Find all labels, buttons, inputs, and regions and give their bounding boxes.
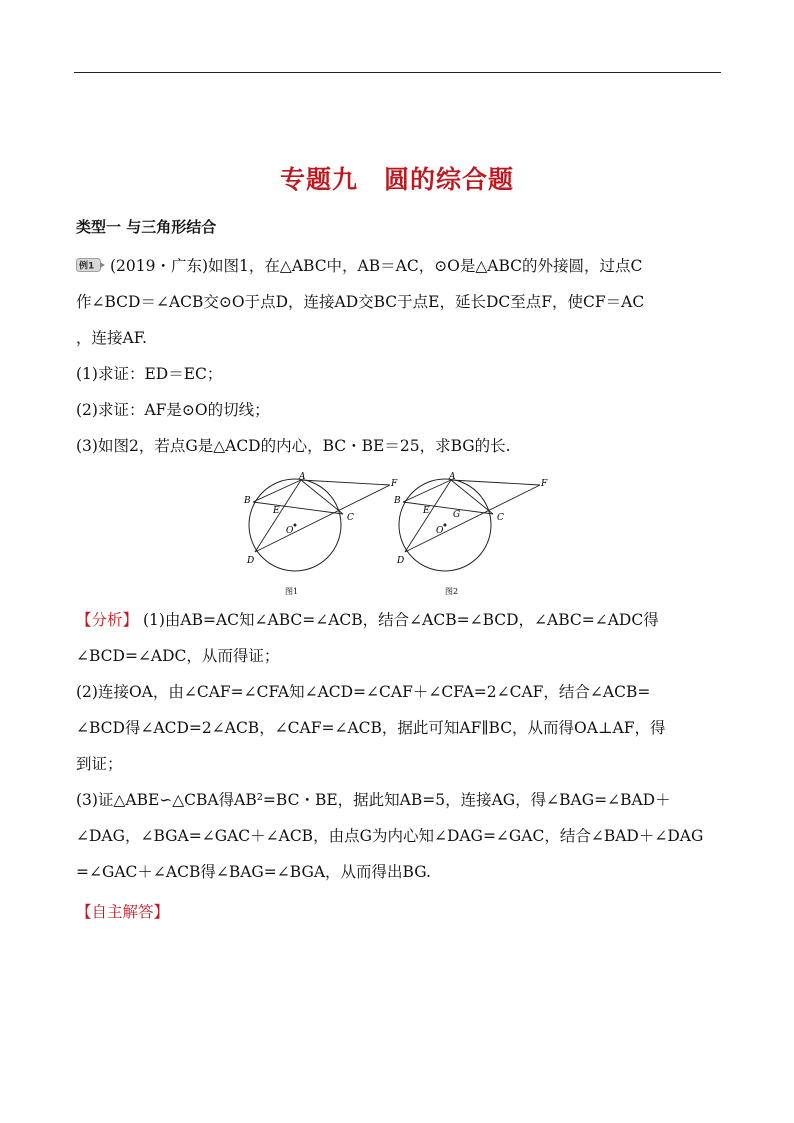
problem-line-5: (2)求证：AF是⊙O的切线；: [76, 401, 270, 419]
analysis-line-5: 到证；: [76, 755, 123, 773]
analysis-text-1: (1)由AB=AC知∠ABC=∠ACB，结合∠ACB=∠BCD，∠ABC=∠ADC得: [138, 611, 659, 629]
problem-line-1: [76, 256, 642, 276]
segment-bc: [253, 502, 343, 514]
figure-1: [235, 470, 405, 580]
analysis-line-1: [76, 610, 659, 630]
section-heading: 类型一 与三角形结合: [76, 218, 217, 236]
label-a: A: [299, 472, 306, 482]
analysis-line-3: (2)连接OA，由∠CAF=∠CFA知∠ACD=∠CAF＋∠CFA=2∠CAF，结合∠ACB=: [76, 683, 651, 701]
label-a: A: [449, 472, 456, 482]
label-f: F: [541, 479, 548, 489]
label-c: C: [347, 513, 354, 523]
segment-bc: [403, 502, 493, 514]
segment-df: [255, 485, 390, 552]
label-d: D: [247, 556, 255, 566]
problem-line-2: 作∠BCD＝∠ACB交⊙O于点D，连接AD交BC于点E，延长DC至点F，使CF＝AC: [76, 293, 645, 311]
figure-2: [393, 470, 563, 580]
center-dot: [444, 524, 447, 527]
label-e: E: [423, 506, 430, 516]
example-badge-icon: [76, 258, 106, 272]
example-badge-text: 例1: [79, 261, 95, 272]
segment-af: [301, 480, 390, 485]
analysis-line-4: ∠BCD得∠ACD=2∠ACB，∠CAF=∠ACB，据此可知AF∥BC，从而得OA⊥AF，得: [76, 719, 666, 737]
problem-line-4: (1)求证：ED＝EC；: [76, 365, 223, 383]
page-title: 专题九 圆的综合题: [279, 165, 514, 194]
analysis-line-7: ∠DAG，∠BGA=∠GAC＋∠ACB，由点G为内心知∠DAG=∠GAC，结合∠BAD＋∠DAG: [76, 827, 704, 845]
problem-text-1: (2019・广东)如图1，在△ABC中，AB＝AC，⊙O是△ABC的外接圆，过点C: [110, 257, 643, 275]
analysis-line-8: =∠GAC＋∠ACB得∠BAG=∠BGA，从而得出BG.: [76, 863, 431, 881]
label-f: F: [391, 479, 398, 489]
header-rule: [74, 72, 721, 73]
label-e: E: [273, 506, 280, 516]
label-o: O: [436, 526, 444, 536]
label-g: G: [453, 510, 461, 520]
label-d: D: [397, 556, 405, 566]
analysis-line-2: ∠BCD=∠ADC，从而得证；: [76, 647, 280, 665]
center-dot: [294, 524, 297, 527]
analysis-line-6: (3)证△ABE∽△CBA得AB²=BC・BE，据此知AB=5，连接AG，得∠BAG=∠BAD＋: [76, 791, 671, 809]
label-o: O: [286, 526, 294, 536]
problem-line-3: ，连接AF.: [76, 329, 147, 347]
label-c: C: [497, 513, 504, 523]
figure-2-caption: 图2: [445, 587, 459, 596]
analysis-label: 【分析】: [76, 611, 139, 629]
answer-label: 【自主解答】: [76, 903, 170, 921]
segment-af: [451, 480, 540, 485]
label-b: B: [244, 496, 251, 506]
label-b: B: [394, 496, 401, 506]
problem-line-6: (3)如图2，若点G是△ACD的内心，BC・BE＝25，求BG的长.: [76, 437, 511, 455]
segment-df: [405, 485, 540, 552]
figure-1-caption: 图1: [285, 587, 299, 596]
